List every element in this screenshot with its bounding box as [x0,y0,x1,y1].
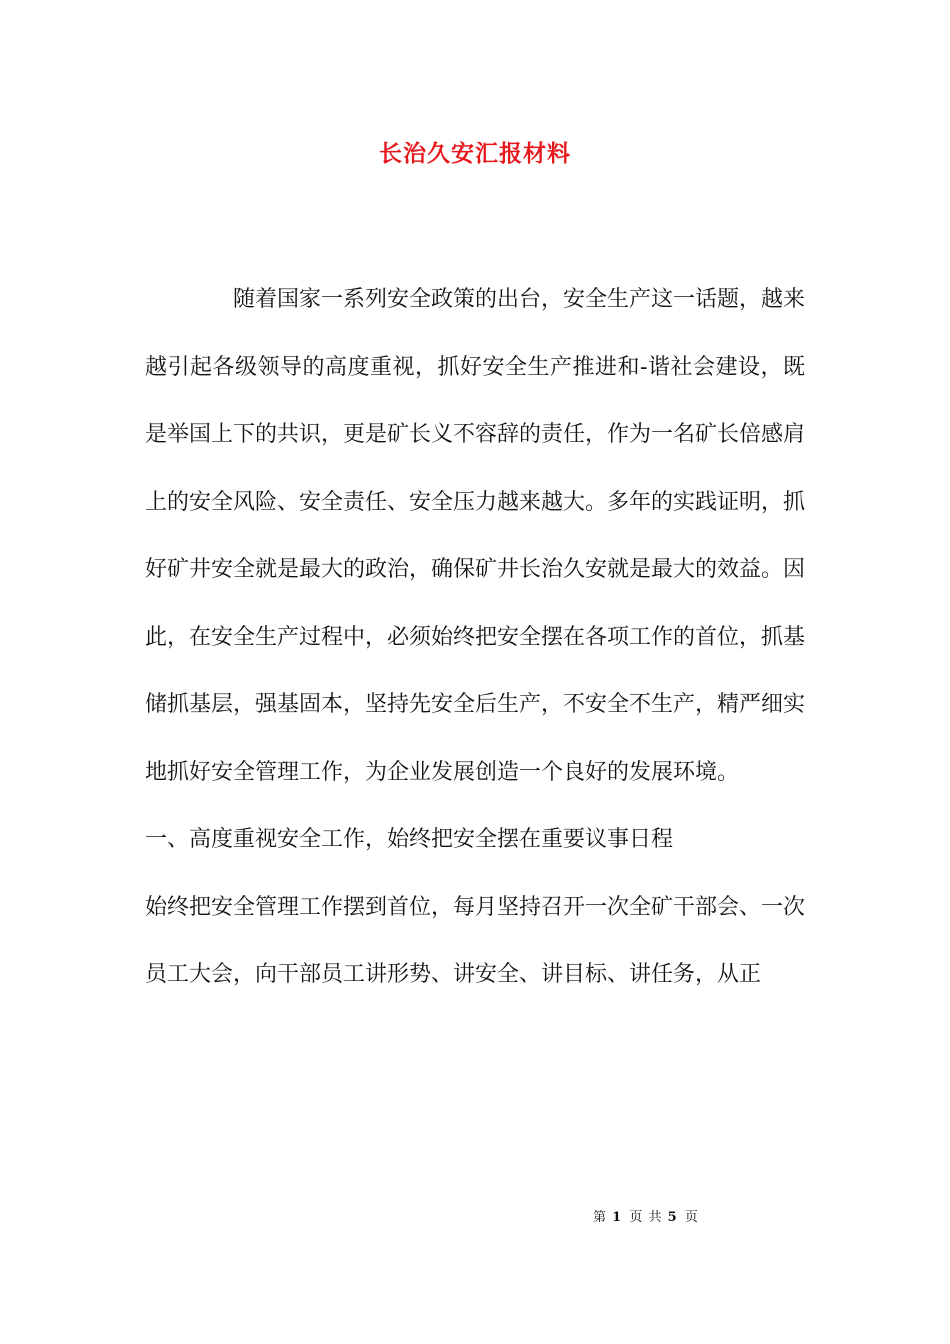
intro-paragraph: 随着国家一系列安全政策的出台，安全生产这一话题，越来越引起各级领导的高度重视，抓好安全生产推进和-谐社会建设，既是举国上下的共识，更是矿长义不容辞的责任，作为一名矿长倍感肩上的安全风险、安全责任、安全压力越来越大。多年的实践证明，抓好矿井安全就是最大的政治，确保矿井长治久安就是最大的效益。因此，在安全生产过程中，必须始终把安全摆在各项工作的首位，抓基储抓基层，强基固本，坚持先安全后生产，不安全不生产，精严细实地抓好安全管理工作，为企业发展创造一个良好的发展环境。 [145,287,806,785]
total-prefix: 共 [648,1210,662,1225]
section-heading: 一、高度重视安全工作，始终把安全摆在重要议事日程 [145,827,674,852]
total-unit: 页 [684,1210,698,1225]
section-paragraph: 始终把安全管理工作摆到首位，每月坚持召开一次全矿干部会、一次员工大会，向干部员工讲形势、讲安全、讲目标、讲任务，从正 [145,894,806,987]
total-pages: 5 [667,1210,677,1225]
document-body [145,266,805,1009]
page-prefix: 第 [593,1210,607,1225]
page-unit: 页 [629,1210,643,1225]
document-title: 长治久安汇报材料 [379,140,571,167]
page-footer [593,1209,700,1227]
page-number: 1 [612,1210,622,1225]
